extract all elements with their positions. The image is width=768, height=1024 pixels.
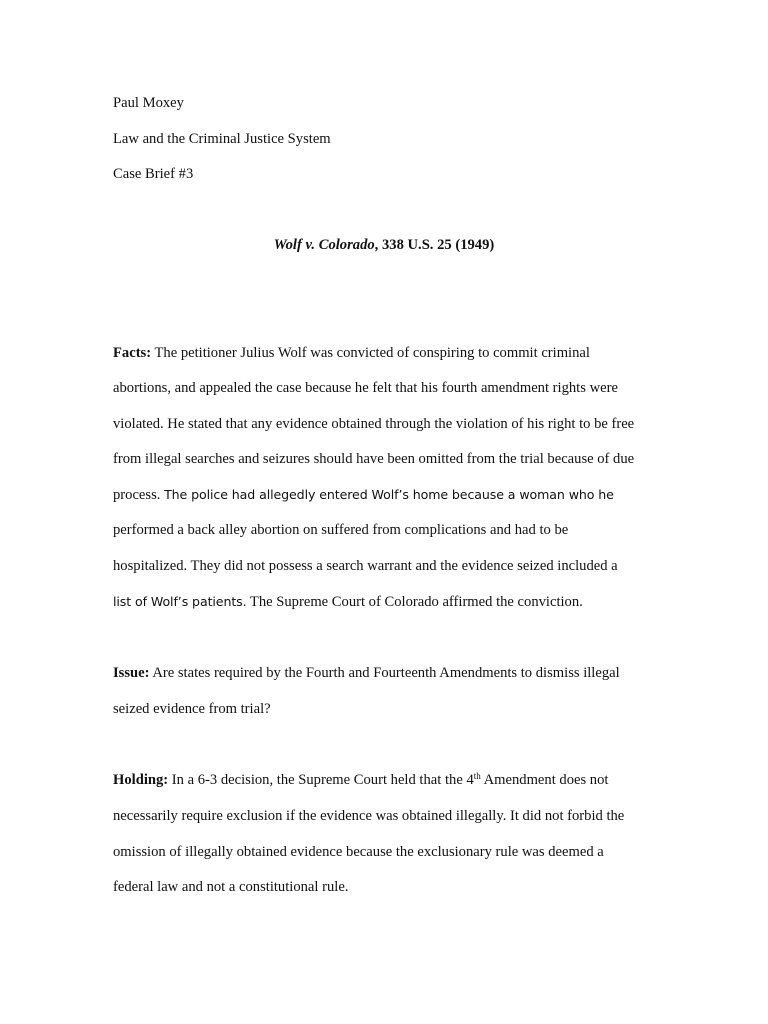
course-name: Law and the Criminal Justice System [113,131,331,147]
case-name: Wolf v. Colorado [273,237,375,253]
holding-line-2: necessarily require exclusion if the evidence was obtained illegally. It did not forbid the [113,808,625,824]
facts-label: Facts: [113,345,152,361]
holding-line-1 [113,771,608,789]
holding-line-3: omission of illegally obtained evidence because the exclusionary rule was deemed a [113,844,604,860]
facts-line-3: violated. He stated that any evidence obtained through the violation of his right to be free [113,416,635,432]
facts-text-5b: The police had allegedly entered Wolf’s home because a woman who he [164,487,614,502]
facts-text-5a: process. [113,487,165,503]
facts-line-4: from illegal searches and seizures should have been omitted from the trial because of due [113,451,635,467]
facts-line-5 [113,486,614,504]
facts-text-8a: list of Wolf’s patients. [113,594,247,609]
case-citation: , 338 U.S. 25 (1949) [374,237,495,253]
issue-line-2: seized evidence from trial? [113,701,271,717]
facts-line-7: hospitalized. They did not possess a search warrant and the evidence seized included a [113,558,618,574]
facts-line-8 [113,593,583,611]
facts-line-1 [113,344,590,362]
issue-text-1: Are states required by the Fourth and Fourteenth Amendments to dismiss illegal [149,665,620,681]
holding-label: Holding: [113,772,169,788]
case-title [0,236,768,254]
holding-text-1a: In a 6-3 decision, the Supreme Court held that the 4 [168,772,474,788]
holding-text-1b: Amendment does not [480,772,609,788]
author-name: Paul Moxey [113,95,184,111]
issue-label: Issue: [113,665,150,681]
holding-ordinal-suffix: th [473,771,481,781]
facts-line-2: abortions, and appealed the case because he felt that his fourth amendment rights were [113,380,618,396]
facts-text-8b: The Supreme Court of Colorado affirmed the conviction. [246,594,583,610]
holding-line-4: federal law and not a constitutional rule. [113,879,349,895]
assignment-label: Case Brief #3 [113,166,194,182]
facts-line-6: performed a back alley abortion on suffered from complications and had to be [113,522,569,538]
issue-line-1 [113,664,620,682]
facts-text-1: The petitioner Julius Wolf was convicted of conspiring to commit criminal [151,345,590,361]
